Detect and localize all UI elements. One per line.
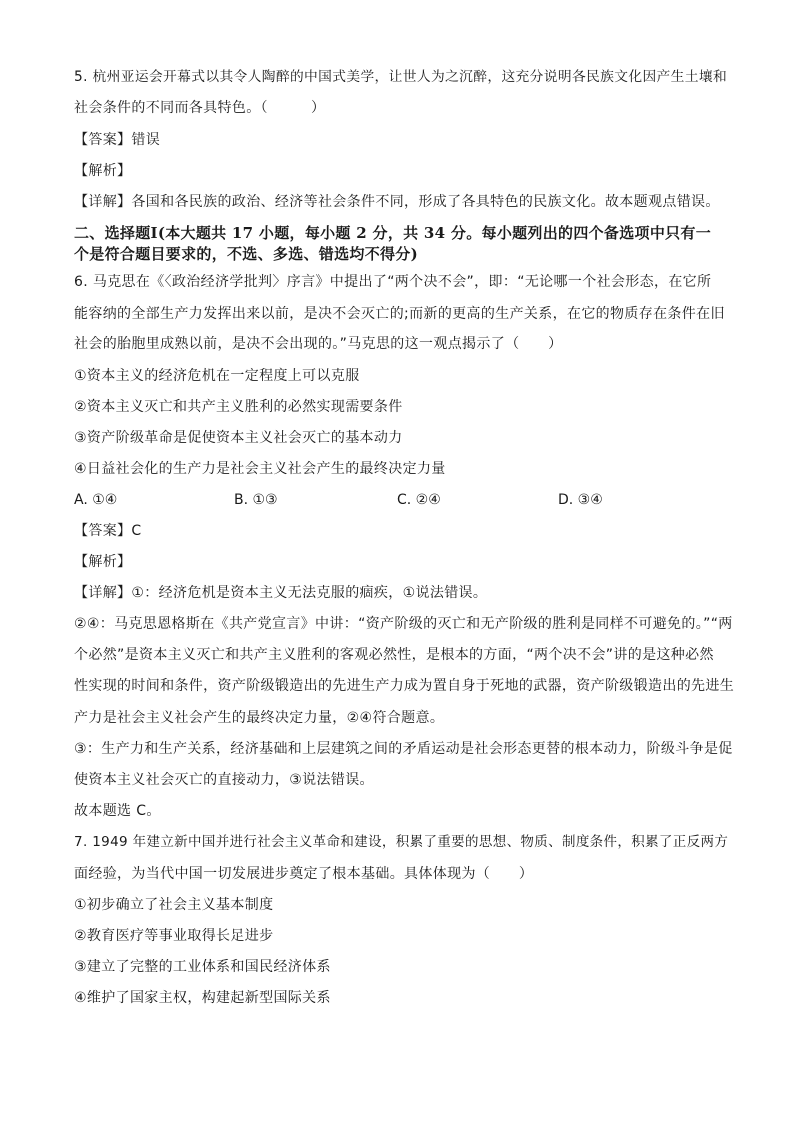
q5-explanation: 【详解】各国和各民族的政治、经济等社会条件不同，形成了各具特色的民族文化。故本题观点错误。 (74, 194, 720, 210)
q6-explanation-1: 【详解】①：经济危机是资本主义无法克服的痼疾，①说法错误。 (74, 585, 488, 601)
section-heading-line-1: 二、选择题Ⅰ(本大题共 17 小题，每小题 2 分，共 34 分。每小题列出的四个备选项中只有一 (74, 224, 712, 242)
q6-explanation-2: ②④：马克思恩格斯在《共产党宣言》中讲：“资产阶级的灭亡和无产阶级的胜利是同样不可避免的。”“两 (74, 616, 733, 632)
q6-explanation-7: 使资本主义社会灭亡的直接动力，③说法错误。 (74, 772, 374, 788)
q7-stem-line-1: 7. 1949 年建立新中国并进行社会主义革命和建设，积累了重要的思想、物质、制度条件，积累了正反两方 (74, 834, 729, 850)
q6-explanation-3: 个必然”是资本主义灭亡和共产主义胜利的客观必然性，是根本的方面，“两个决不会”讲的是这种必然 (74, 647, 714, 663)
q6-explanation-5: 产力是社会主义社会产生的最终决定力量，②④符合题意。 (74, 710, 445, 726)
q6-analysis-label: 【解析】 (74, 554, 132, 570)
q6-option-a: A. ①④ (74, 492, 118, 508)
q6-statement-1: ①资本主义的经济危机在一定程度上可以克服 (74, 368, 360, 384)
q7-statement-3: ③建立了完整的工业体系和国民经济体系 (74, 959, 331, 975)
q6-option-d: D. ③④ (558, 492, 603, 508)
q6-explanation-4: 性实现的时间和条件，资产阶级锻造出的先进生产力成为置自身于死地的武器，资产阶级锻造出的先进生 (74, 678, 735, 694)
q7-stem-line-2: 面经验，为当代中国一切发展进步奠定了根本基础。具体体现为（ ） (74, 866, 534, 882)
q7-statement-2: ②教育医疗等事业取得长足进步 (74, 928, 274, 944)
q6-stem-line-3: 社会的胎胞里成熟以前，是决不会出现的。”马克思的这一观点揭示了（ ） (74, 336, 563, 352)
q6-stem-line-2: 能容纳的全部生产力发挥出来以前，是决不会灭亡的;而新的更高的生产关系，在它的物质存在条件在旧 (74, 306, 725, 322)
q6-statement-4: ④日益社会化的生产力是社会主义社会产生的最终决定力量 (74, 461, 446, 477)
q6-stem-line-1: 6. 马克思在《〈政治经济学批判〉序言》中提出了“两个决不会”，即：“无论哪一个社会形态，在它所 (74, 274, 712, 290)
section-heading-line-2: 个是符合题目要求的，不选、多选、错选均不得分) (74, 245, 418, 263)
q5-stem-line-2: 社会条件的不同而各具特色。（ ） (74, 100, 326, 116)
q6-option-c: C. ②④ (397, 492, 441, 508)
q5-answer: 【答案】错误 (74, 132, 161, 148)
q6-explanation-6: ③：生产力和生产关系，经济基础和上层建筑之间的矛盾运动是社会形态更替的根本动力，阶级斗争是促 (74, 741, 733, 757)
q7-statement-1: ①初步确立了社会主义基本制度 (74, 897, 274, 913)
q5-stem-line-1: 5. 杭州亚运会开幕式以其令人陶醉的中国式美学，让世人为之沉醉，这充分说明各民族文化因产生土壤和 (74, 69, 728, 85)
q5-analysis-label: 【解析】 (74, 163, 132, 179)
q6-option-b: B. ①③ (234, 492, 278, 508)
q6-statement-3: ③资产阶级革命是促使资本主义社会灭亡的基本动力 (74, 430, 403, 446)
q7-statement-4: ④维护了国家主权，构建起新型国际关系 (74, 990, 331, 1006)
q6-answer: 【答案】C (74, 523, 142, 539)
q6-conclusion: 故本题选 C。 (74, 803, 161, 819)
q6-statement-2: ②资本主义灭亡和共产主义胜利的必然实现需要条件 (74, 399, 403, 415)
